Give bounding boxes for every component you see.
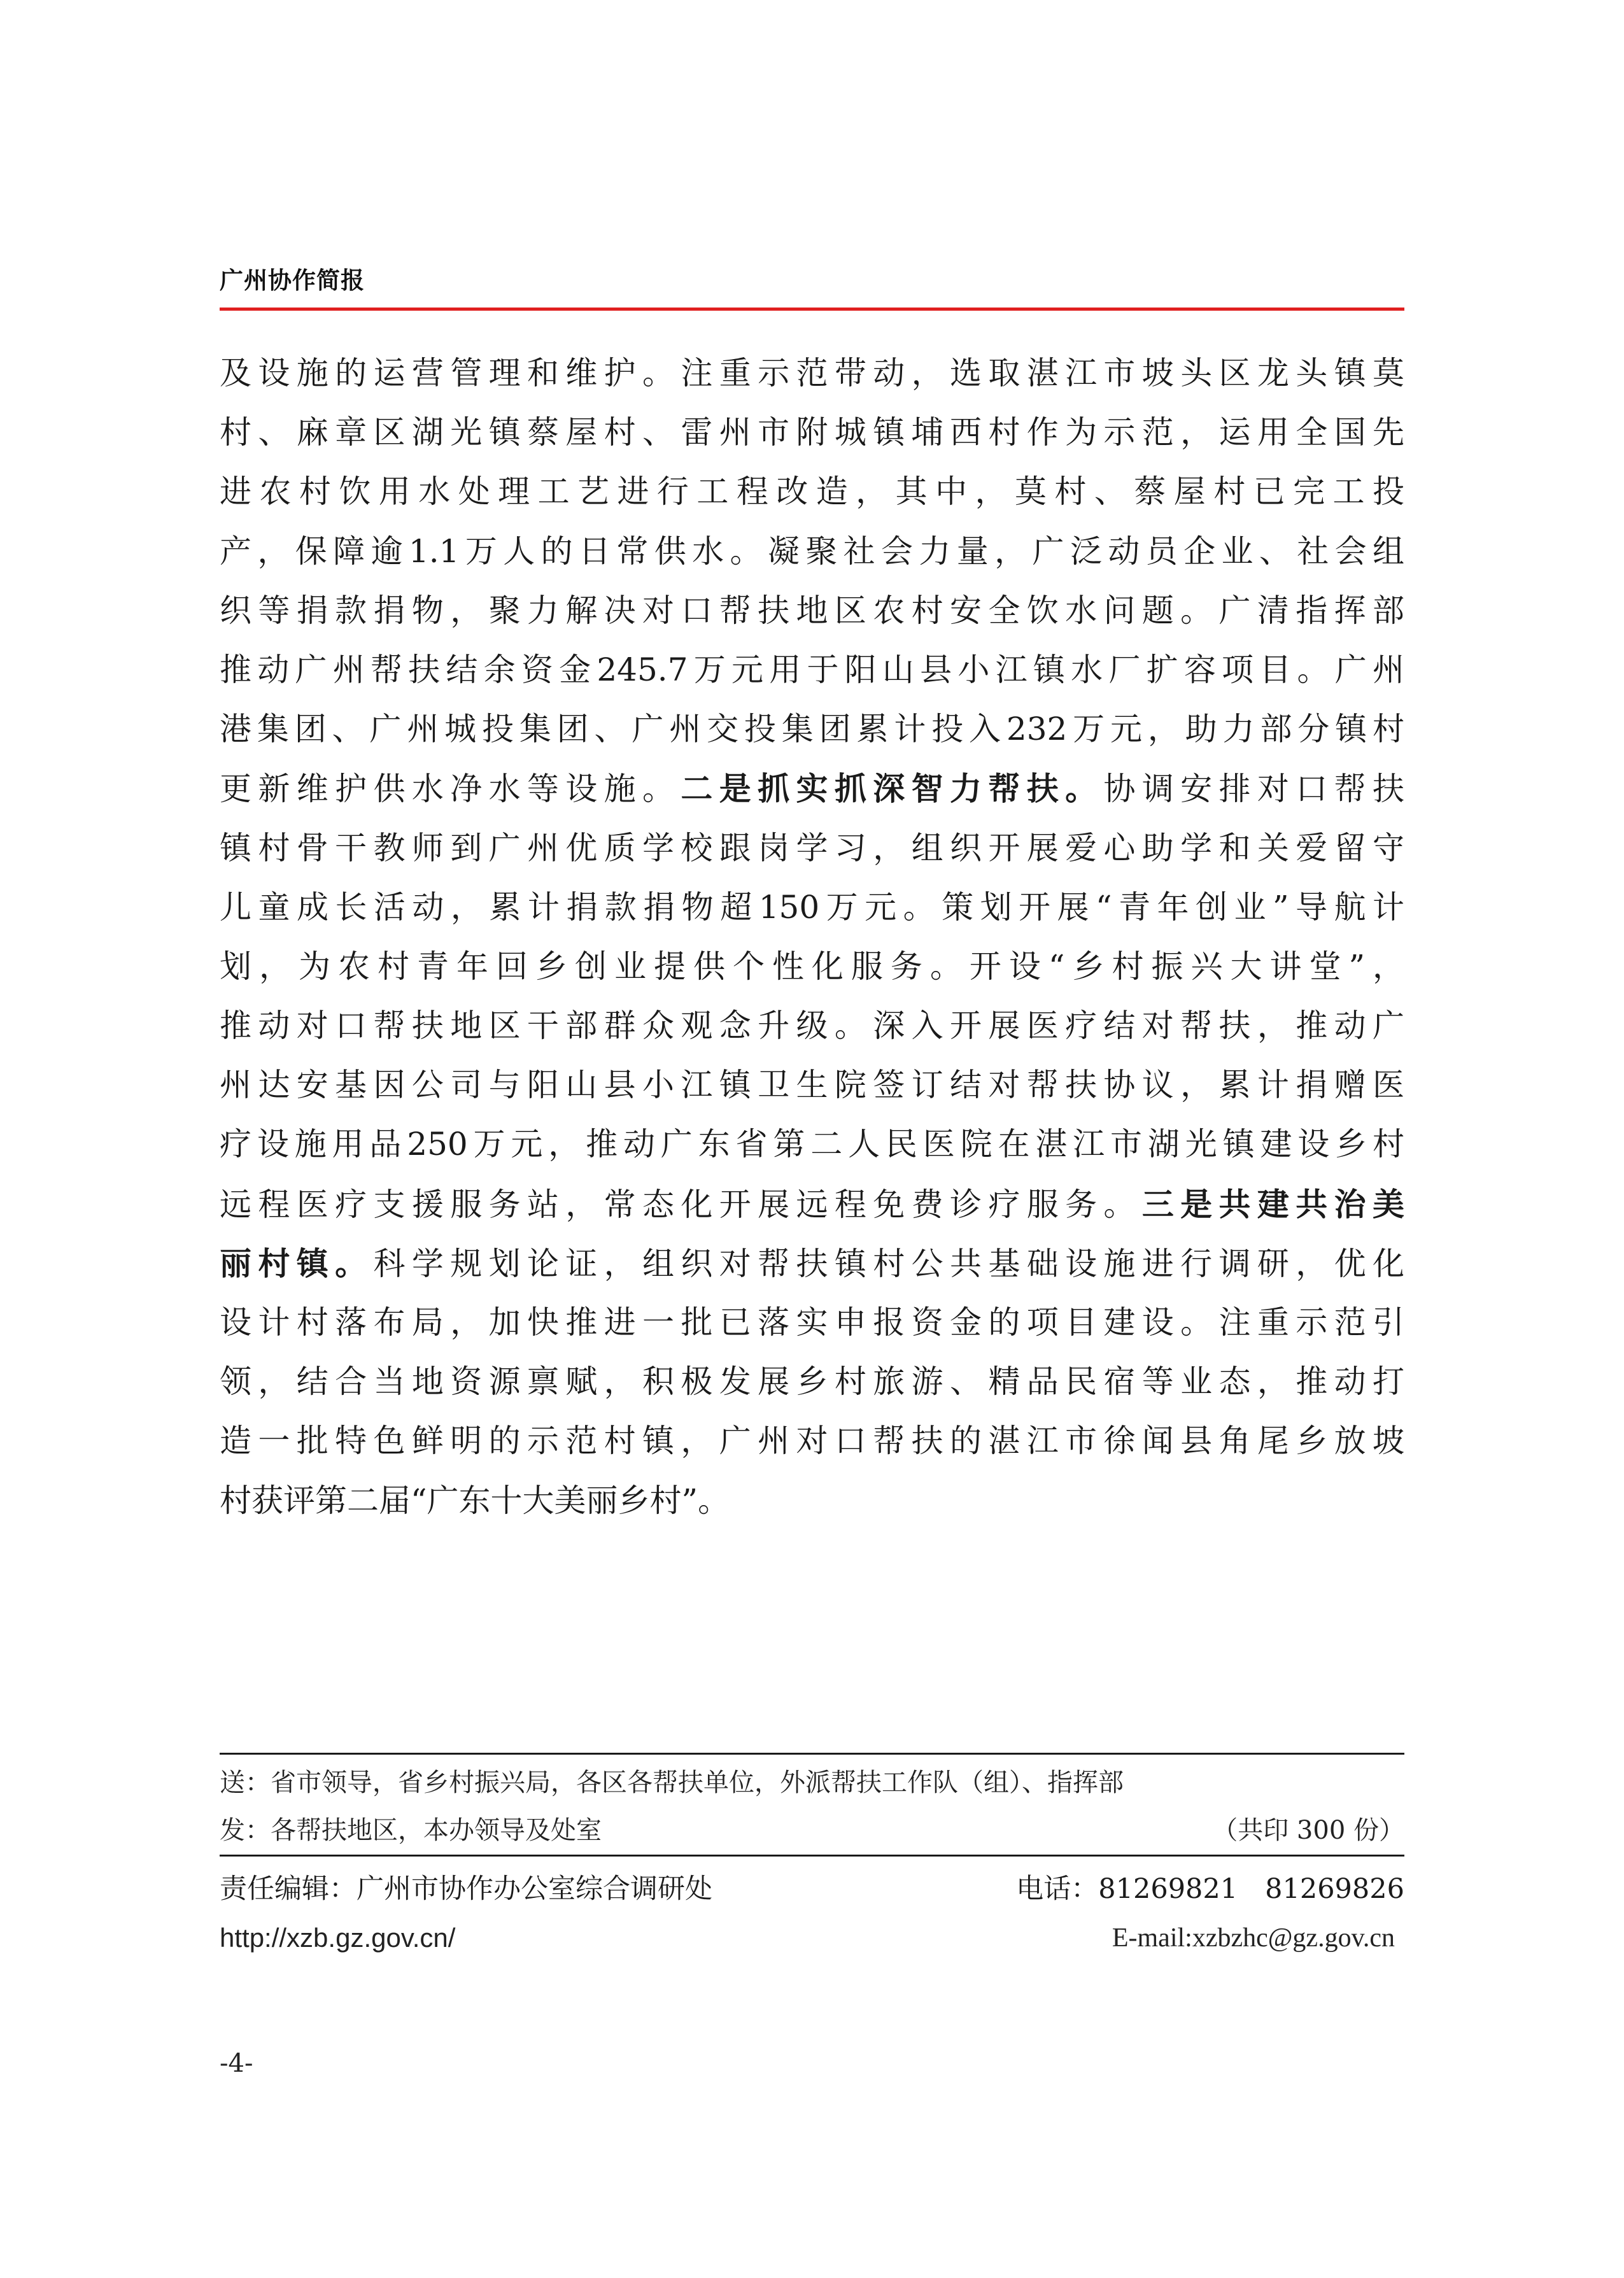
body-line-8 xyxy=(220,759,1404,818)
body-line-6: 推动广州帮扶结余资金245.7万元用于阳山县小江镇水厂扩容项目。广州 xyxy=(220,651,1404,688)
header-red-rule xyxy=(220,308,1404,311)
body-line-12: 推动对口帮扶地区干部群众观念升级。深入开展医疗结对帮扶，推动广 xyxy=(220,1007,1404,1045)
contact-phone: 电话：81269821 81269826 xyxy=(1016,1873,1404,1905)
distribute-to-line: 发：各帮扶地区，本办领导及处室 xyxy=(220,1816,602,1845)
body-line-10: 儿童成长活动，累计捐款捐物超150万元。策划开展“青年创业”导航计 xyxy=(220,888,1404,926)
body-line-16-end: 科学规划论证，组织对帮扶镇村公共基础设施进行调研，优化 xyxy=(373,1245,1404,1282)
body-line-3: 进农村饮用水处理工艺进行工程改造，其中，莫村、蔡屋村已完工投 xyxy=(220,473,1404,511)
body-line-2: 村、麻章区湖光镇蔡屋村、雷州市附城镇埔西村作为示范，运用全国先 xyxy=(220,414,1404,451)
body-line-13: 州达安基因公司与阳山县小江镇卫生院签订结对帮扶协议，累计捐赠医 xyxy=(220,1066,1404,1104)
body-line-9: 镇村骨干教师到广州优质学校跟岗学习，组织开展爱心助学和关爱留守 xyxy=(220,829,1404,867)
body-line-8-end: 协调安排对口帮扶 xyxy=(1103,770,1404,808)
print-copies: （共印 300 份） xyxy=(1212,1816,1404,1845)
page-number: -4- xyxy=(220,2049,253,2078)
body-line-15-start: 远程医疗支援服务站，常态化开展远程免费诊疗服务。 xyxy=(220,1185,1142,1223)
footer-middle-rule xyxy=(220,1855,1404,1857)
website-link[interactable]: http://xzb.gz.gov.cn/ xyxy=(220,1923,456,1953)
body-line-15 xyxy=(220,1175,1404,1234)
body-line-8-start: 更新维护供水净水等设施。 xyxy=(220,770,681,808)
footer-top-rule xyxy=(220,1753,1404,1755)
body-line-7: 港集团、广州城投集团、广州交投集团累计投入232万元，助力部分镇村 xyxy=(220,711,1404,748)
body-line-19: 造一批特色鲜明的示范村镇，广州对口帮扶的湛江市徐闻县角尾乡放坡 xyxy=(220,1422,1404,1460)
article-body xyxy=(220,344,1404,1531)
body-line-14: 疗设施用品250万元，推动广东省第二人民医院在湛江市湖光镇建设乡村 xyxy=(220,1126,1404,1163)
send-to-line: 送：省市领导，省乡村振兴局，各区各帮扶单位，外派帮扶工作队（组）、指挥部 xyxy=(220,1768,1124,1797)
body-line-11: 划，为农村青年回乡创业提供个性化服务。开设“乡村振兴大讲堂”， xyxy=(220,947,1404,985)
email-link[interactable]: E-mail:xzbzhc@gz.gov.cn xyxy=(1112,1923,1395,1953)
body-line-20: 村获评第二届“广东十大美丽乡村”。 xyxy=(220,1482,730,1519)
body-line-1: 及设施的运营管理和维护。注重示范带动，选取湛江市坡头区龙头镇莫 xyxy=(220,355,1404,392)
body-line-4: 产，保障逾1.1万人的日常供水。凝聚社会力量，广泛动员企业、社会组 xyxy=(220,532,1404,570)
document-header-title: 广州协作简报 xyxy=(220,267,365,294)
body-line-18: 领，结合当地资源禀赋，积极发展乡村旅游、精品民宿等业态，推动打 xyxy=(220,1363,1404,1401)
section-heading-three: 三是共建共治美 xyxy=(1141,1185,1404,1223)
body-line-5: 织等捐款捐物，聚力解决对口帮扶地区农村安全饮水问题。广清指挥部 xyxy=(220,591,1404,629)
section-heading-two: 二是抓实抓深智力帮扶。 xyxy=(681,770,1104,808)
body-line-16 xyxy=(220,1234,1404,1293)
section-heading-three-cont: 丽村镇。 xyxy=(220,1244,374,1282)
responsible-editor: 责任编辑：广州市协作办公室综合调研处 xyxy=(220,1873,712,1905)
body-line-17: 设计村落布局，加快推进一批已落实申报资金的项目建设。注重示范引 xyxy=(220,1304,1404,1341)
